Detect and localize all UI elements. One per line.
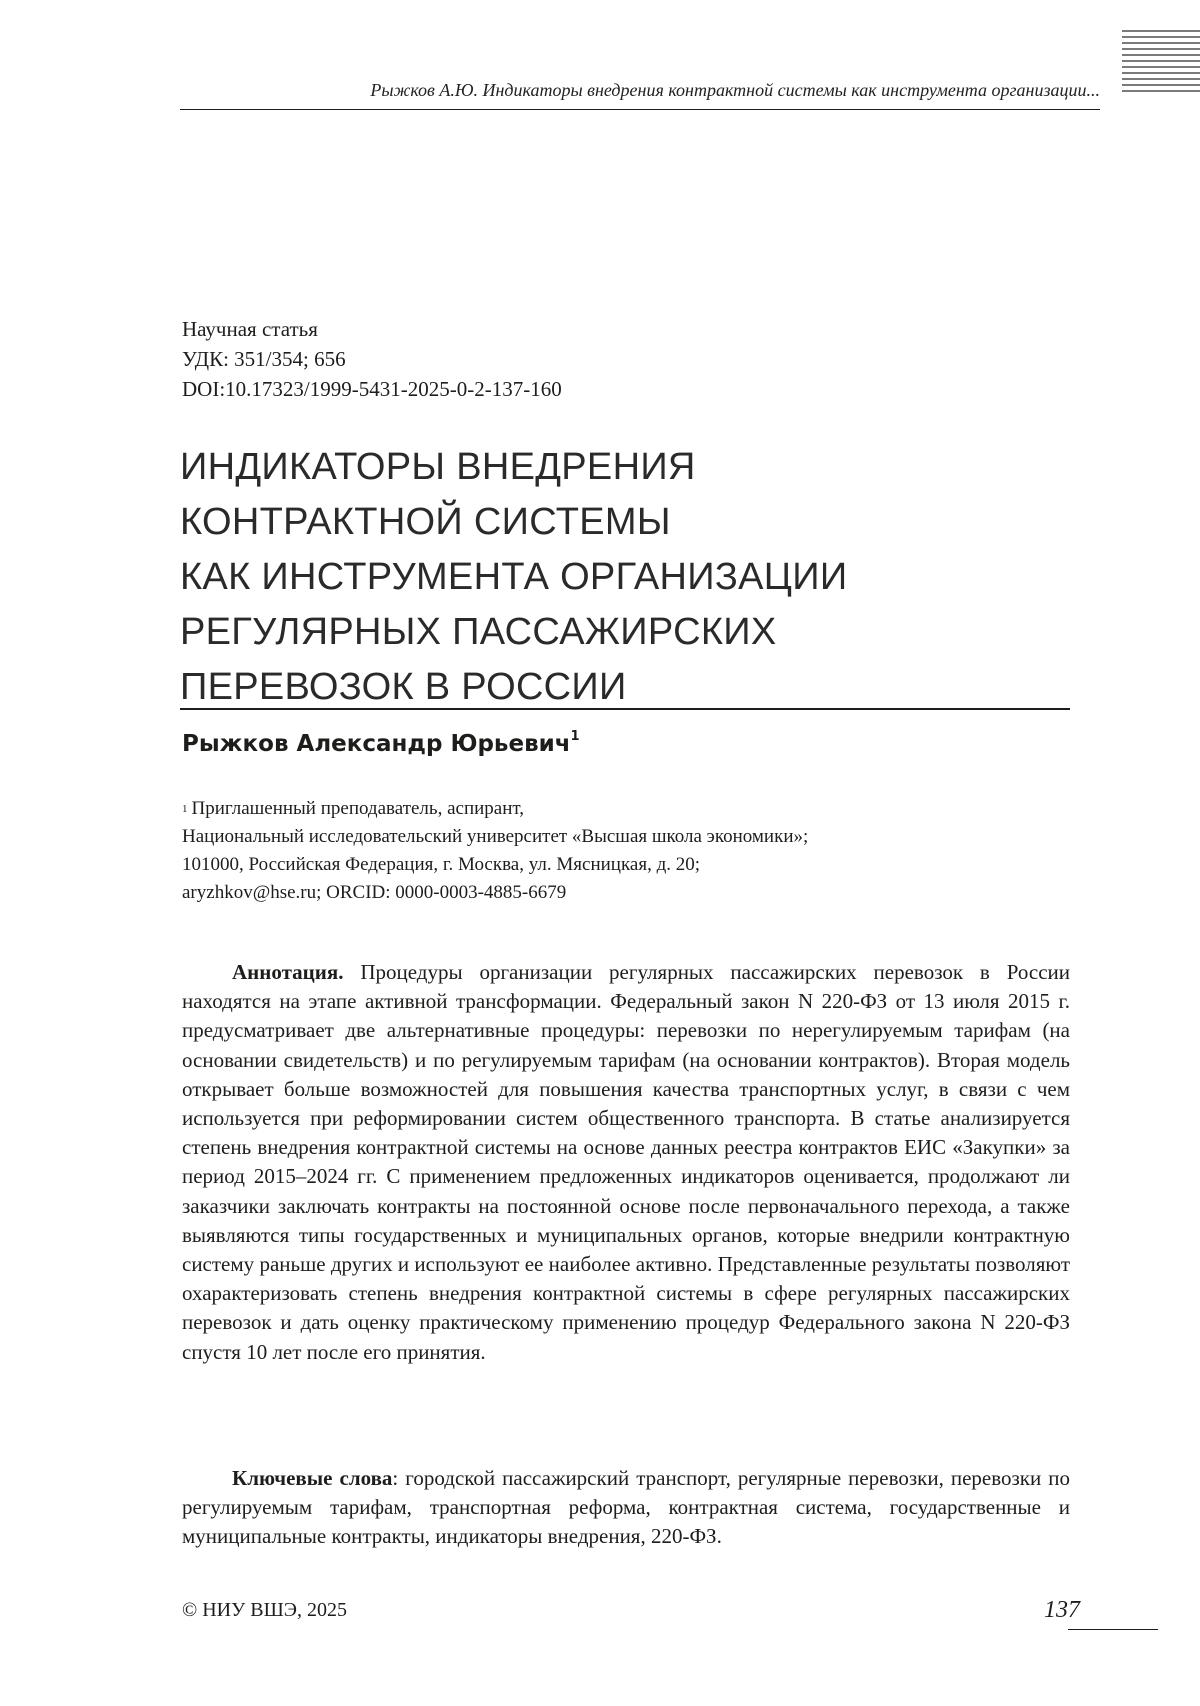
article-title [180, 440, 1080, 715]
title-line: КАК ИНСТРУМЕНТА ОРГАНИЗАЦИИ [180, 556, 848, 598]
title-line: ИНДИКАТОРЫ ВНЕДРЕНИЯ [180, 446, 696, 488]
title-line: КОНТРАКТНОЙ СИСТЕМЫ [180, 501, 671, 543]
title-line: ПЕРЕВОЗОК В РОССИИ [180, 666, 627, 708]
affiliation-address: 101000, Российская Федерация, г. Москва, ул. Мясницкая, д. 20; [182, 854, 701, 875]
author [182, 731, 580, 757]
article-type: Научная статья [182, 317, 318, 341]
running-head-rule [180, 109, 1100, 110]
corner-decoration [1122, 30, 1200, 96]
udc-code: УДК: 351/354; 656 [182, 347, 346, 371]
affiliation [182, 795, 808, 907]
keywords-text: : городской пассажирский транспорт, регулярные перевозки, перевозки по регулируемым тарифам, транспортная реформа, контрактная система, государственные и муниципальные контракты, индикаторы внедрения, 220-ФЗ. [182, 1466, 1070, 1549]
title-rule [180, 708, 1070, 710]
affiliation-contact: aryzhkov@hse.ru; ORCID: 0000-0003-4885-6679 [182, 882, 567, 903]
page-number-rule [1068, 1629, 1158, 1630]
page-number: 137 [1044, 1597, 1080, 1623]
author-footnote-mark: 1 [570, 729, 580, 744]
affiliation-institution: Национальный исследовательский университет «Высшая школа экономики»; [182, 826, 809, 847]
keywords [182, 1464, 1070, 1552]
abstract-label: Аннотация. [232, 960, 344, 984]
title-line: РЕГУЛЯРНЫХ ПАССАЖИРСКИХ [180, 611, 777, 653]
article-meta [182, 314, 562, 404]
running-head: Рыжков А.Ю. Индикаторы внедрения контрактной системы как инструмента организации... [370, 80, 1100, 100]
affiliation-position: Приглашенный преподаватель, аспирант, [191, 798, 525, 819]
doi: DOI:10.17323/1999-5431-2025-0-2-137-160 [182, 377, 562, 401]
abstract-text: Процедуры организации регулярных пассажирских перевозок в России находятся на этапе активной трансформации. Федеральный закон N 220-ФЗ от 13 июля 2015 г. предусматривает две альтернативные процедуры: перевозки по нерегулируемым тарифам (на основании свидетельств) и по регулируемым тарифам (на основании контрактов). Вторая модель открывает больше возможностей для повышения качества транспортных услуг, в связи с чем используется при реформировании систем общественного транспорта. В статье анализируется степень внедрения контрактной системы на основе данных реестра контрактов ЕИС «Закупки» за период 2015–2024 гг. С применением предложенных индикаторов оценивается, продолжают ли заказчики заключать контракты на постоянной основе после первоначального перехода, а также выявляются типы государственных и муниципальных органов, которые внедрили контрактную систему раньше других и используют ее наиболее активно. Представленные результаты позволяют охарактеризовать степень внедрения контрактной системы в сфере регулярных пассажирских перевозок и дать оценку практическому применению процедур Федерального закона N 220-ФЗ спустя 10 лет после его принятия. [182, 960, 1070, 1364]
affiliation-mark: 1 [182, 803, 188, 815]
abstract [182, 958, 1070, 1367]
copyright: © НИУ ВШЭ, 2025 [182, 1599, 347, 1621]
author-name: Рыжков Александр Юрьевич [182, 731, 571, 757]
keywords-label: Ключевые слова [232, 1466, 393, 1490]
